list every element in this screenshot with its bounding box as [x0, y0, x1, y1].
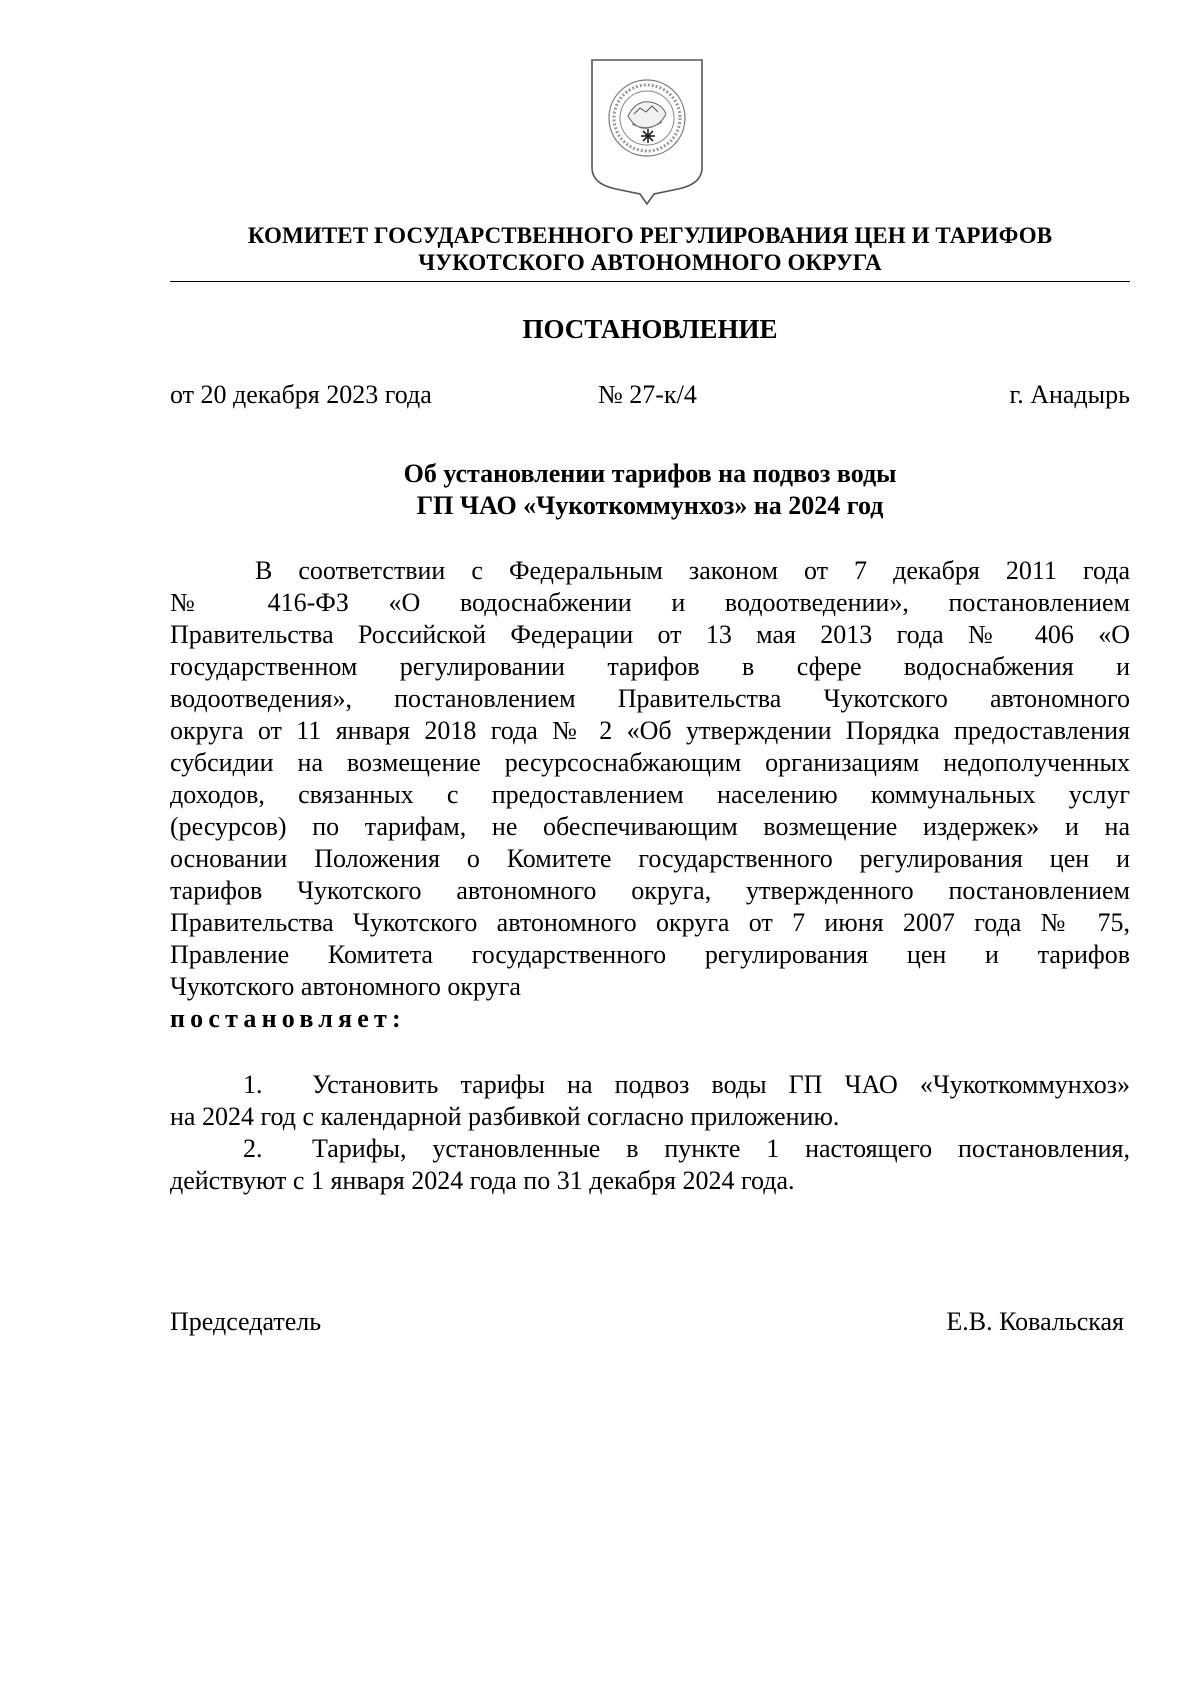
organization-name-line2: ЧУКОТСКОГО АВТОНОМНОГО ОКРУГА — [418, 250, 882, 275]
preamble-line: Чукотского автономного округа — [170, 972, 521, 1001]
document-place: г. Анадырь — [1009, 380, 1130, 409]
document-type: ПОСТАНОВЛЕНИЕ — [522, 314, 778, 344]
preamble-line: Правительства Российской Федерации от 13 мая 2013 года № 406 «О — [170, 620, 1130, 649]
preamble-line: Правительства Чукотского автономного округа от 7 июня 2007 года № 75, — [170, 908, 1130, 937]
decree-word-text: постановляет: — [170, 1004, 406, 1033]
preamble-line: водоотведения», постановлением Правительства Чукотского автономного — [170, 684, 1130, 713]
preamble-line: государственном регулировании тарифов в сфере водоснабжения и — [170, 652, 1130, 681]
coat-of-arms-icon — [588, 56, 706, 206]
decree-word — [170, 1003, 1130, 1035]
item-text-line2: на 2024 год с календарной разбивкой согласно приложению. — [170, 1102, 840, 1131]
item-text-line1: Тарифы, установленные в пункте 1 настоящего постановления, — [312, 1134, 1130, 1163]
header-divider — [170, 281, 1130, 282]
preamble-line: Правление Комитета государственного регулирования цен и тарифов — [170, 940, 1130, 969]
preamble-line: (ресурсов) по тарифам, не обеспечивающим возмещение издержек» и на — [170, 812, 1130, 841]
item-text-line1: Установить тарифы на подвоз воды ГП ЧАО «Чукоткоммунхоз» — [312, 1070, 1130, 1099]
item-text-line2: действуют с 1 января 2024 года по 31 декабря 2024 года. — [170, 1166, 795, 1195]
document-number: № 27-к/4 — [598, 380, 697, 409]
preamble-line: округа от 11 января 2018 года № 2 «Об утверждении Порядка предоставления — [170, 716, 1130, 745]
item-number: 2. — [243, 1134, 263, 1163]
signatory-name: Е.В. Ковальская — [946, 1307, 1124, 1336]
preamble-line: субсидии на возмещение ресурсоснабжающим организациям недополученных — [170, 748, 1130, 777]
preamble-line: № 416-ФЗ «О водоснабжении и водоотведении», постановлением — [170, 588, 1130, 617]
item-1 — [170, 1069, 1130, 1101]
document-meta — [170, 379, 1130, 411]
document-title-line2: ГП ЧАО «Чукоткоммунхоз» на 2024 год — [416, 491, 884, 520]
preamble-line: В соответствии с Федеральным законом от 7 декабря 2011 года — [255, 556, 1130, 585]
preamble-line: основании Положения о Комитете государственного регулирования цен и — [170, 844, 1130, 873]
document-title-line1: Об установлении тарифов на подвоз воды — [403, 459, 897, 488]
signatory-role: Председатель — [170, 1307, 322, 1336]
organization-name-line1: КОМИТЕТ ГОСУДАРСТВЕННОГО РЕГУЛИРОВАНИЯ ЦЕН И ТАРИФОВ — [247, 223, 1053, 248]
preamble-line: доходов, связанных с предоставлением населению коммунальных услуг — [170, 780, 1130, 809]
preamble-line: тарифов Чукотского автономного округа, утвержденного постановлением — [170, 876, 1130, 905]
item-number: 1. — [243, 1070, 263, 1099]
item-2 — [170, 1133, 1130, 1165]
document-date: от 20 декабря 2023 года — [170, 380, 432, 409]
